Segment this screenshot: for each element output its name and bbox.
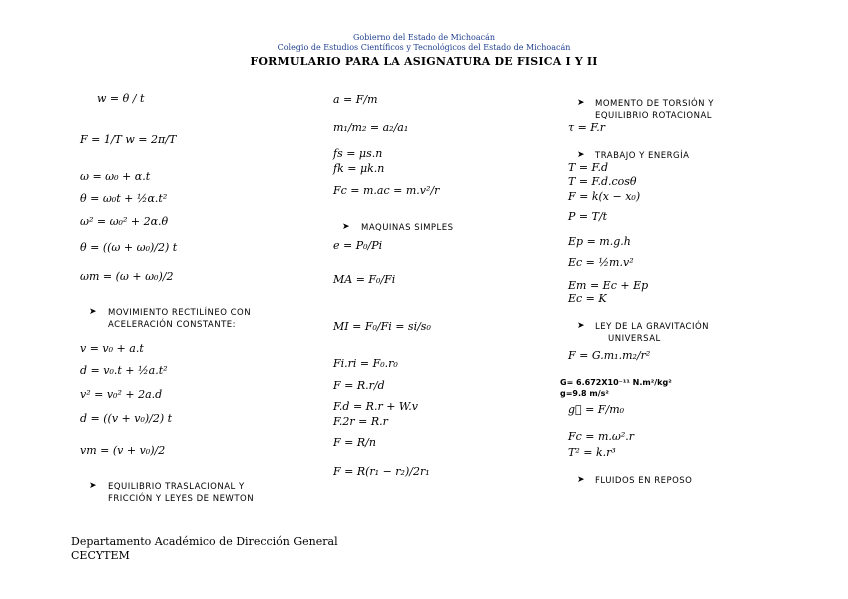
bullet-arrow-icon: ➤	[89, 481, 97, 491]
formula-mass-ratio: m₁/m₂ = a₂/a₁	[333, 121, 409, 134]
formula-gravitational-field: g⃗ = F/m₀	[568, 403, 625, 416]
formula-angular-velocity: w = θ / t	[97, 92, 145, 105]
formula-wheel-axle: F = R.r/d	[333, 379, 385, 392]
section-fluids: FLUIDOS EN REPOSO	[595, 476, 693, 486]
formula-screw: F.d = R.r + W.v	[333, 400, 419, 413]
formula-theta: θ = ω₀t + ½α.t²	[80, 192, 168, 205]
section-gravitation: LEY DE LA GRAVITACIÓN	[595, 322, 709, 332]
header-government: Gobierno del Estado de Michoacán	[352, 33, 496, 42]
formula-omega-squared: ω² = ω₀² + 2α.θ	[80, 215, 169, 228]
formula-energy-constant: Ec = K	[568, 292, 607, 305]
section-torque: MOMENTO DE TORSIÓN Y	[595, 99, 714, 109]
formula-omega: ω = ω₀ + α.t	[80, 170, 151, 183]
page-title: FORMULARIO PARA LA ASIGNATURA DE FISICA I Y II	[250, 55, 598, 68]
section-mrua: MOVIMIENTO RECTILÍNEO CON	[108, 308, 252, 318]
section-torque-cont: EQUILIBRIO ROTACIONAL	[595, 111, 713, 121]
footer-department: Departamento Académico de Dirección General	[71, 535, 338, 548]
formula-work-angle: T = F.d.cosθ	[568, 175, 637, 188]
formula-velocity-mean: vm = (v + v₀)/2	[80, 444, 166, 457]
footer-institution: CECYTEM	[71, 549, 130, 562]
gravitational-constant: G= 6.672X10⁻¹¹ N.m²/kg²	[560, 378, 672, 387]
formula-distance: d = v₀.t + ½a.t²	[80, 364, 168, 377]
formula-centripetal-rotational: Fc = m.ω².r	[568, 430, 635, 443]
section-simple-machines: MAQUINAS SIMPLES	[361, 223, 454, 233]
formula-kepler: T² = k.r³	[568, 446, 616, 459]
formula-power: P = T/t	[568, 210, 608, 223]
formula-distance-average: d = ((v + v₀)/2) t	[80, 412, 173, 425]
formula-mechanical-advantage: MA = F₀/Fi	[333, 273, 396, 286]
bullet-arrow-icon: ➤	[577, 150, 585, 160]
bullet-arrow-icon: ➤	[577, 98, 585, 108]
formula-efficiency: e = P₀/Pi	[333, 239, 383, 252]
formula-gravitation: F = G.m₁.m₂/r²	[568, 349, 651, 362]
formula-omega-mean: ωm = (ω + ω₀)/2	[80, 270, 174, 283]
formula-theta-average: θ = ((ω + ω₀)/2) t	[80, 241, 178, 254]
formula-work: T = F.d	[568, 161, 609, 174]
bullet-arrow-icon: ➤	[89, 307, 97, 317]
formula-potential-energy: Ep = m.g.h	[568, 235, 631, 248]
gravity-value: g=9.8 m/s²	[560, 389, 609, 398]
formula-pulley: F.2r = R.r	[333, 415, 388, 428]
formula-ideal-advantage: MI = F₀/Fi = si/s₀	[333, 320, 431, 333]
formula-lever: Fi.ri = F₀.r₀	[333, 357, 398, 370]
formula-mechanical-energy: Em = Ec + Ep	[568, 279, 649, 292]
header-college: Colegio de Estudios Científicos y Tecnológicos del Estado de Michoacán	[277, 43, 571, 52]
bullet-arrow-icon: ➤	[577, 321, 585, 331]
bullet-arrow-icon: ➤	[577, 475, 585, 485]
formula-newton-second: a = F/m	[333, 93, 378, 106]
formula-velocity: v = v₀ + a.t	[80, 342, 144, 355]
formula-hooke: F = k(x − x₀)	[568, 190, 641, 203]
formula-frequency-period: F = 1/T w = 2π/T	[80, 133, 177, 146]
formula-kinetic-energy: Ec = ½m.v²	[568, 256, 634, 269]
formula-velocity-squared: v² = v₀² + 2a.d	[80, 388, 163, 401]
section-gravitation-cont: UNIVERSAL	[608, 334, 661, 344]
formula-centripetal-force: Fc = m.ac = m.v²/r	[333, 184, 440, 197]
formula-torque: τ = F.r	[568, 121, 605, 134]
formula-pulley-system: F = R/n	[333, 436, 376, 449]
bullet-arrow-icon: ➤	[342, 222, 350, 232]
formula-differential-pulley: F = R(r₁ − r₂)/2r₁	[333, 465, 430, 478]
section-equilibrium-cont: FRICCIÓN Y LEYES DE NEWTON	[108, 494, 255, 504]
section-mrua-cont: ACELERACIÓN CONSTANTE:	[108, 320, 237, 330]
section-work-energy: TRABAJO Y ENERGÍA	[595, 151, 690, 161]
formula-static-friction: fs = μs.n	[333, 147, 383, 160]
formula-kinetic-friction: fk = μk.n	[333, 162, 385, 175]
section-equilibrium: EQUILIBRIO TRASLACIONAL Y	[108, 482, 245, 492]
